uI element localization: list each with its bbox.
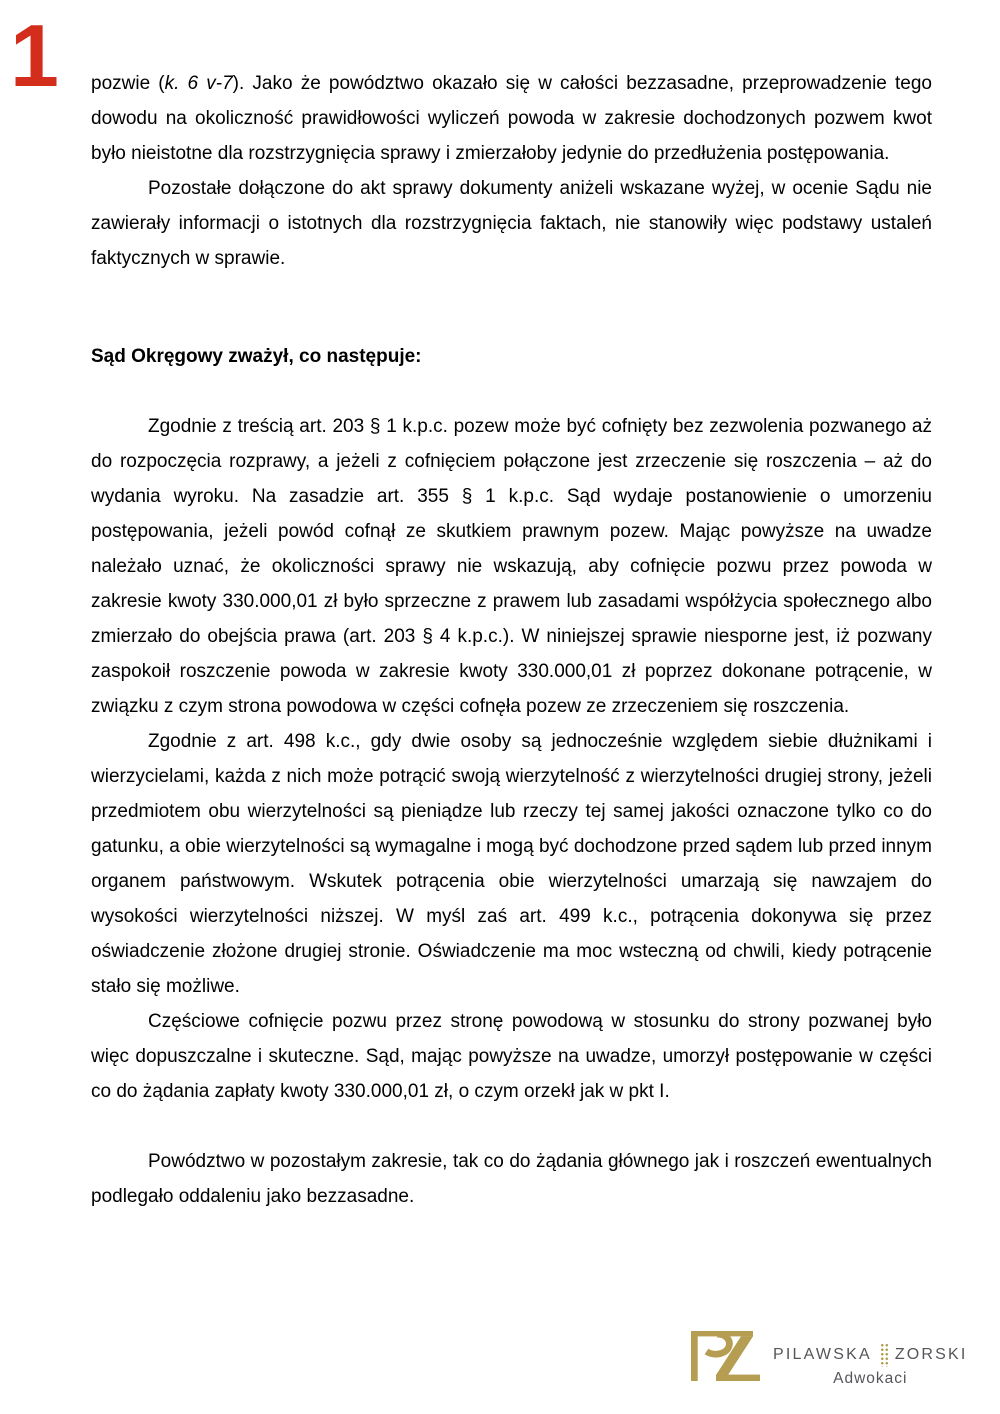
citation-italic: k. 6 v-7: [164, 73, 233, 94]
paragraph: [91, 66, 932, 171]
paragraph: Pozostałe dołączone do akt sprawy dokumenty aniżeli wskazane wyżej, w ocenie Sądu nie zawierały informacji o istotnych dla rozstrzygnięcia faktach, nie stanowiły więc podstawy ustaleń faktycznych w sprawie.: [91, 178, 932, 269]
paragraph-text: pozwie (: [91, 73, 165, 94]
dotted-divider-icon: [879, 1342, 888, 1367]
firm-logo-text: [773, 1342, 968, 1388]
firm-name: [773, 1342, 968, 1367]
paragraph: Zgodnie z art. 498 k.c., gdy dwie osoby są jednocześnie względem siebie dłużnikami i wierzycielami, każda z nich może potrącić swoją wierzytelność z wierzytelności drugiej strony, jeżeli przedmiotem obu wierzytelności są pieniądze lub rzeczy tej samej jakości oznaczone tylko co do gatunku, a obie wierzytelności są wymagalne i mogą być dochodzone przed sądem lub przed innym organem państwowym. Wskutek potrącenia obie wierzytelności umarzają się nawzajem do wysokości wierzytelności niższej. W myśl zaś art. 499 k.c., potrącenia dokonywa się przez oświadczenie złożone drugiej stronie. Oświadczenie ma moc wsteczną od chwili, kiedy potrącenie stało się możliwe.: [91, 731, 932, 997]
firm-logo: [691, 1331, 968, 1388]
paragraph-text: ). Jako że powództwo okazało się w całości bezzasadne, przeprowadzenie tego dowodu na okoliczność prawidłowości wyliczeń powoda w zakresie dochodzonych pozwem kwot było nieistotne dla rozstrzygnięcia sprawy i zmierzałoby jedynie do przedłużenia postępowania.: [91, 73, 932, 164]
firm-name-left: PILAWSKA: [773, 1345, 872, 1363]
paragraph: Częściowe cofnięcie pozwu przez stronę powodową w stosunku do strony pozwanej było więc dopuszczalne i skuteczne. Sąd, mając powyższe na uwadze, umorzył postępowanie w części co do żądania zapłaty kwoty 330.000,01 zł, o czym orzekł jak w pkt I.: [91, 1011, 932, 1102]
paragraph: Zgodnie z treścią art. 203 § 1 k.p.c. pozew może być cofnięty bez zezwolenia pozwanego aż do rozpoczęcia rozprawy, a jeżeli z cofnięciem połączone jest zrzeczenie się roszczenia – aż do wydania wyroku. Na zasadzie art. 355 § 1 k.p.c. Sąd wydaje postanowienie o umorzeniu postępowania, jeżeli powód cofnął ze skutkiem prawnym pozew. Mając powyższe na uwadze należało uznać, że okoliczności sprawy nie wskazują, aby cofnięcie pozwu przez powoda w zakresie kwoty 330.000,01 zł było sprzeczne z prawem lub zasadami współżycia społecznego albo zmierzało do obejścia prawa (art. 203 § 4 k.p.c.). W niniejszej sprawie niesporne jest, iż pozwany zaspokoił roszczenie powoda w zakresie kwoty 330.000,01 zł poprzez dokonane potrącenie, w związku z czym strona powodowa w części cofnęła pozew ze zrzeczeniem się roszczenia.: [91, 416, 932, 717]
document-body: [91, 66, 932, 1214]
page-number-marker: 1: [10, 6, 57, 105]
section-heading: Sąd Okręgowy zważył, co następuje:: [91, 346, 422, 367]
firm-subtitle: Adwokaci: [833, 1370, 908, 1387]
pz-monogram-icon: [691, 1331, 760, 1381]
paragraph: Powództwo w pozostałym zakresie, tak co do żądania głównego jak i roszczeń ewentualnych podlegało oddaleniu jako bezzasadne.: [91, 1151, 932, 1207]
firm-name-right: ZORSKI: [894, 1345, 968, 1363]
